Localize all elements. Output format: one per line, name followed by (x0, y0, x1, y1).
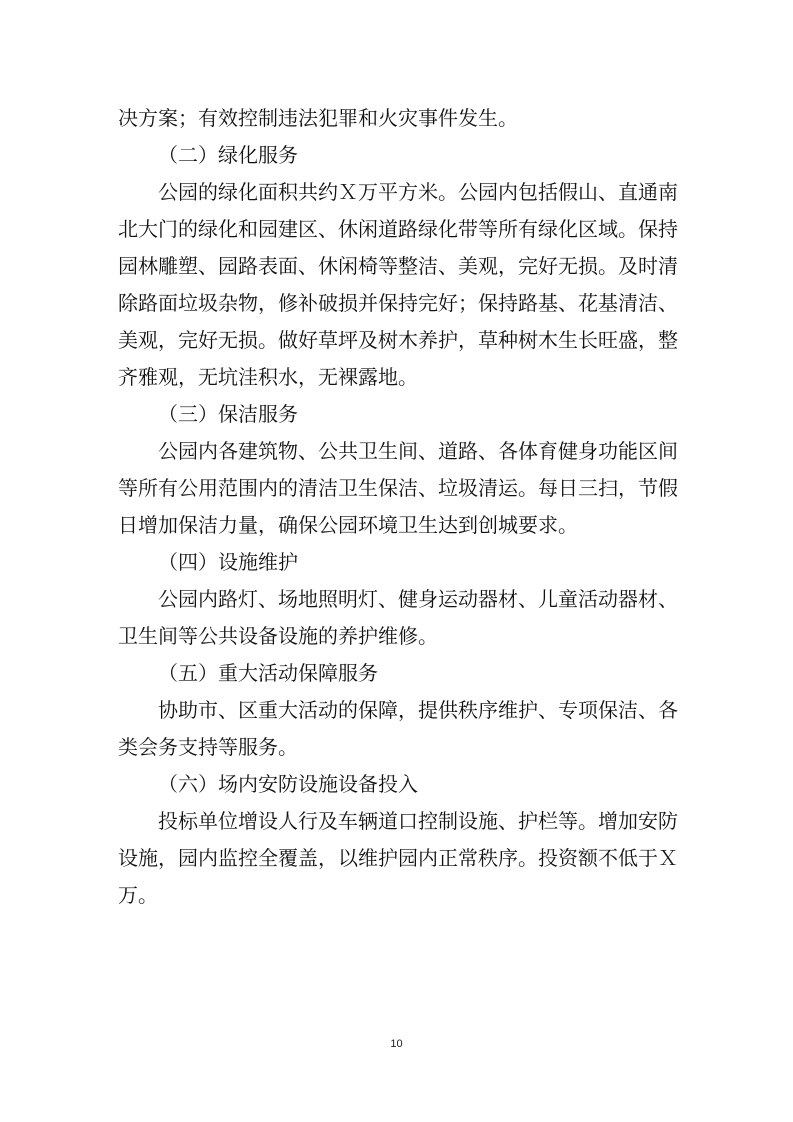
section-body-major-events: 协助市、区重大活动的保障，提供秩序维护、专项保洁、各类会务支持等服务。 (118, 698, 678, 759)
section-body-security-equipment: 投标单位增设人行及车辆道口控制设施、护栏等。增加安防设施，园内监控全覆盖，以维护园内正常秩序。投资额不低于Ｘ万。 (118, 809, 678, 907)
section-body-cleaning: 公园内各建筑物、公共卫生间、道路、各体育健身功能区间等所有公用范围内的清洁卫生保洁、垃圾清运。每日三扫，节假日增加保洁力量，确保公园环境卫生达到创城要求。 (118, 439, 678, 537)
document-body (118, 100, 678, 914)
section-body-greening: 公园的绿化面积共约Ｘ万平方米。公园内包括假山、直通南北大门的绿化和园建区、休闲道路绿化带等所有绿化区域。保持园林雕塑、园路表面、休闲椅等整洁、美观，完好无损。及时清除路面垃圾杂物，修补破损并保持完好；保持路基、花基清洁、美观，完好无损。做好草坪及树木养护，草种树木生长旺盛，整齐雅观，无坑洼积水，无裸露地。 (118, 180, 678, 389)
section-body-facility-maintenance: 公园内路灯、场地照明灯、健身运动器材、儿童活动器材、卫生间等公共设备设施的养护维修。 (118, 587, 678, 648)
section-heading-security-equipment: （六）场内安防设施设备投入 (158, 772, 418, 796)
section-heading-facility-maintenance: （四）设施维护 (158, 550, 298, 574)
section-heading-major-events: （五）重大活动保障服务 (158, 661, 378, 685)
page-number: 10 (390, 1038, 403, 1050)
section-heading-greening: （二）绿化服务 (158, 143, 298, 167)
continuation-paragraph: 决方案；有效控制违法犯罪和火灾事件发生。 (118, 106, 518, 130)
section-heading-cleaning: （三）保洁服务 (158, 402, 298, 426)
